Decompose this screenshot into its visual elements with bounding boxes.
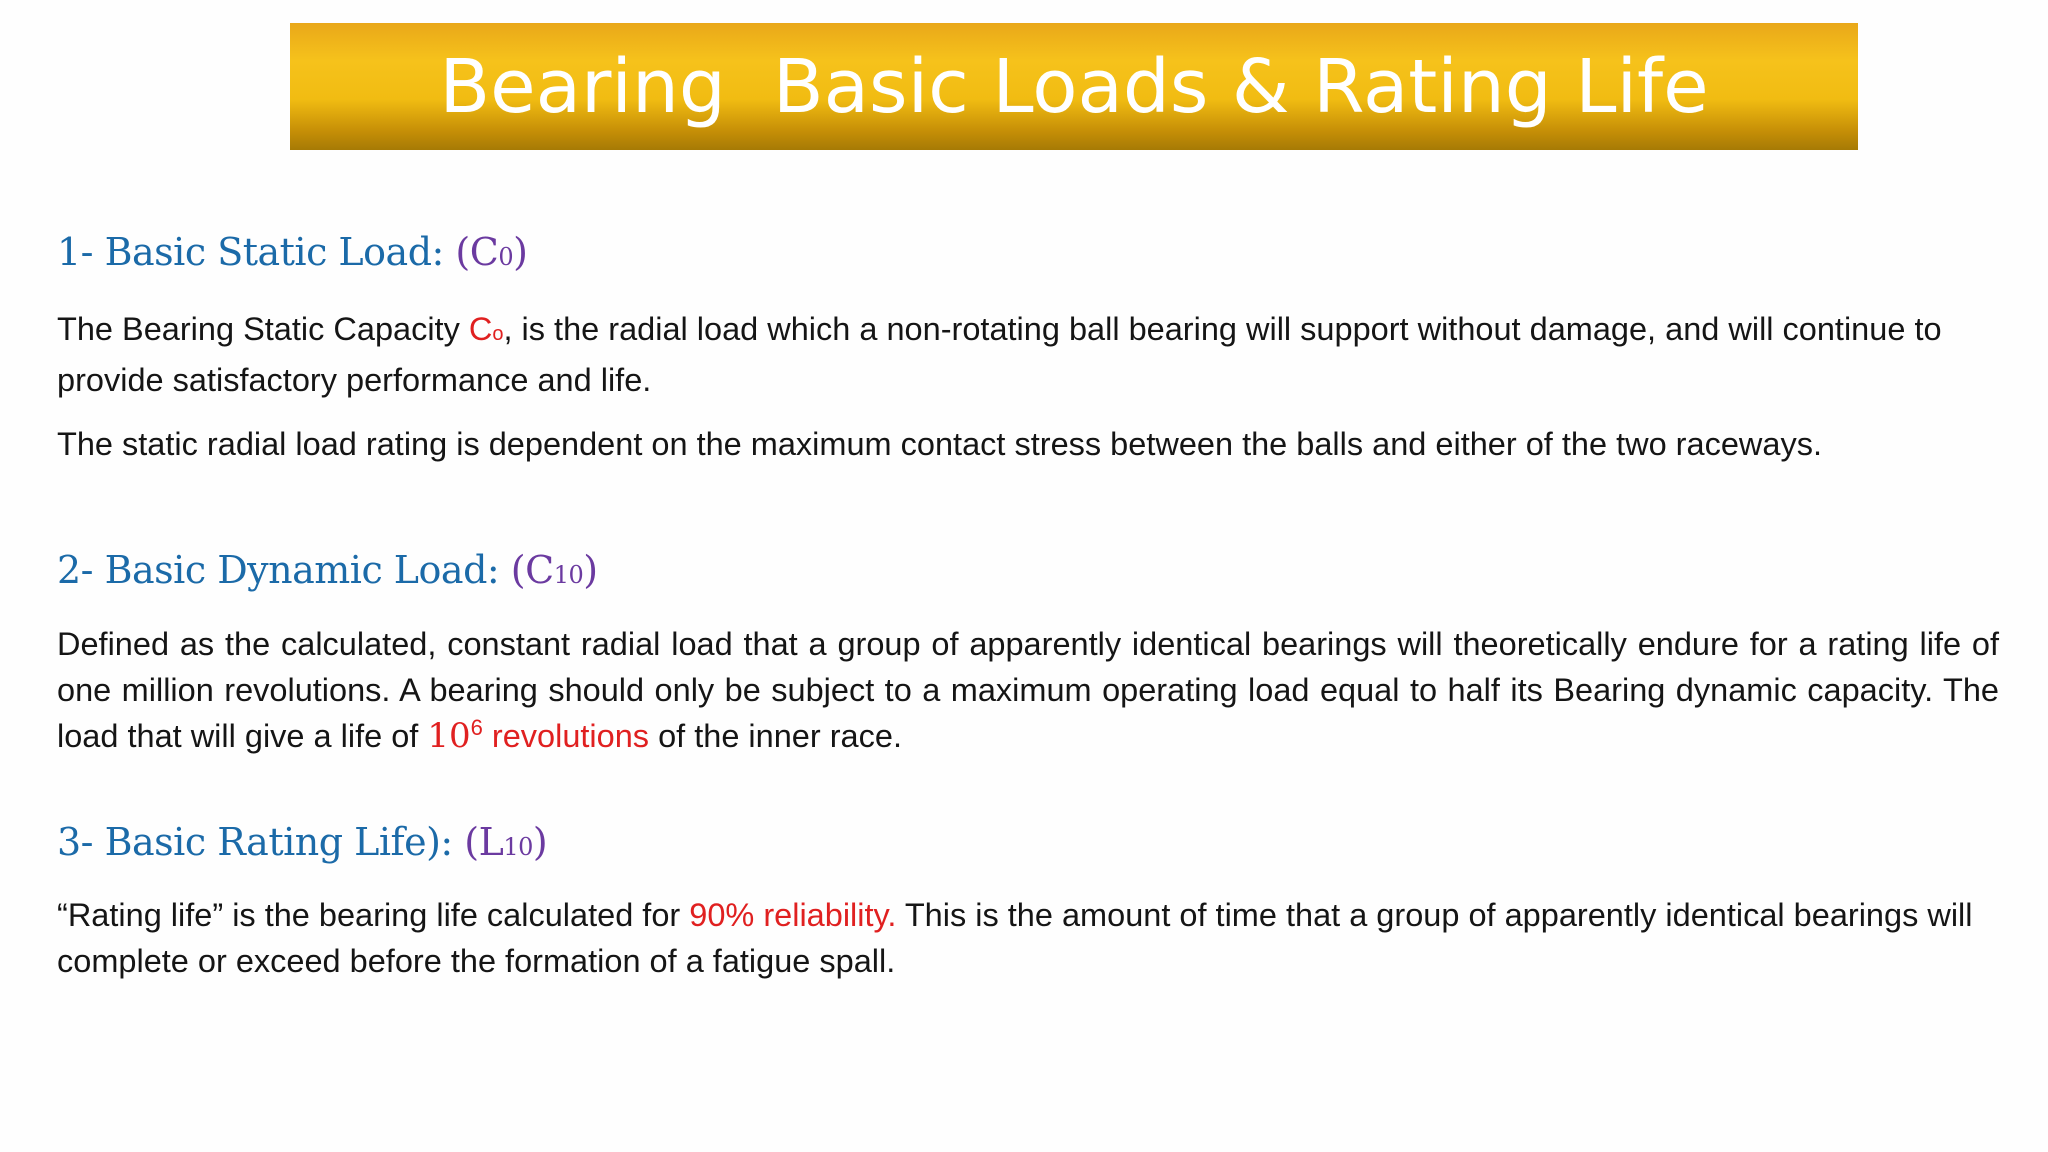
symbol-subscript: 10 — [553, 561, 584, 589]
paragraph-dynamic-load — [57, 621, 1999, 759]
section-heading-dynamic-load — [57, 548, 598, 592]
symbol-open: (C — [455, 230, 499, 274]
paragraph-static-rating — [57, 421, 1999, 467]
highlight-exponent: 6 — [470, 715, 483, 741]
paragraph-text: Defined as the calculated, constant radial load that a group of apparently identical bearings will theoretically endure for a rating life of one million revolutions. A bearing should only be subject to a maximum operating load equal to half its Bearing dynamic capacity. The load that will give a life of — [57, 626, 1999, 754]
highlight-revolutions: revolutions — [482, 718, 650, 754]
symbol-subscript: 0 — [498, 243, 514, 271]
symbol-subscript: 10 — [503, 833, 533, 861]
section-heading-text: 3- Basic Rating Life): — [57, 820, 465, 864]
paragraph-static-capacity — [57, 306, 1999, 403]
highlight-reliability: 90% reliability. — [689, 897, 897, 933]
symbol-close: ) — [513, 230, 528, 274]
paragraph-text: of the inner race. — [649, 718, 902, 754]
paragraph-text: The Bearing Static Capacity — [57, 311, 469, 347]
symbol-close: ) — [583, 548, 598, 592]
symbol-open: (L — [464, 820, 504, 864]
paragraph-text: This is the amount of time that a group of apparently identical bearings will complete or exceed before the formation of a fatigue spall. — [57, 897, 1973, 979]
symbol-open: (C — [510, 548, 554, 592]
section-heading-text: 2- Basic Dynamic Load: — [57, 548, 511, 592]
section-heading-static-load — [57, 230, 527, 274]
symbol-close: ) — [532, 820, 548, 864]
paragraph-rating-life — [57, 892, 1999, 984]
highlight-symbol: C — [468, 311, 493, 347]
slide-title: Bearing Basic Loads & Rating Life — [439, 43, 1709, 130]
highlight-subscript: o — [492, 323, 504, 345]
title-banner — [290, 23, 1858, 150]
paragraph-text: , is the radial load which a non-rotating ball bearing will support without damage, and will continue to provide satisfactory performance and life. — [57, 311, 1942, 398]
paragraph-text: “Rating life” is the bearing life calculated for — [57, 897, 690, 933]
highlight-exponent-base: 10 — [427, 716, 471, 756]
paragraph-text: The static radial load rating is dependent on the maximum contact stress between the balls and either of the two raceways. — [57, 426, 1822, 462]
section-heading-text: 1- Basic Static Load: — [57, 230, 456, 274]
section-heading-rating-life — [57, 820, 547, 864]
